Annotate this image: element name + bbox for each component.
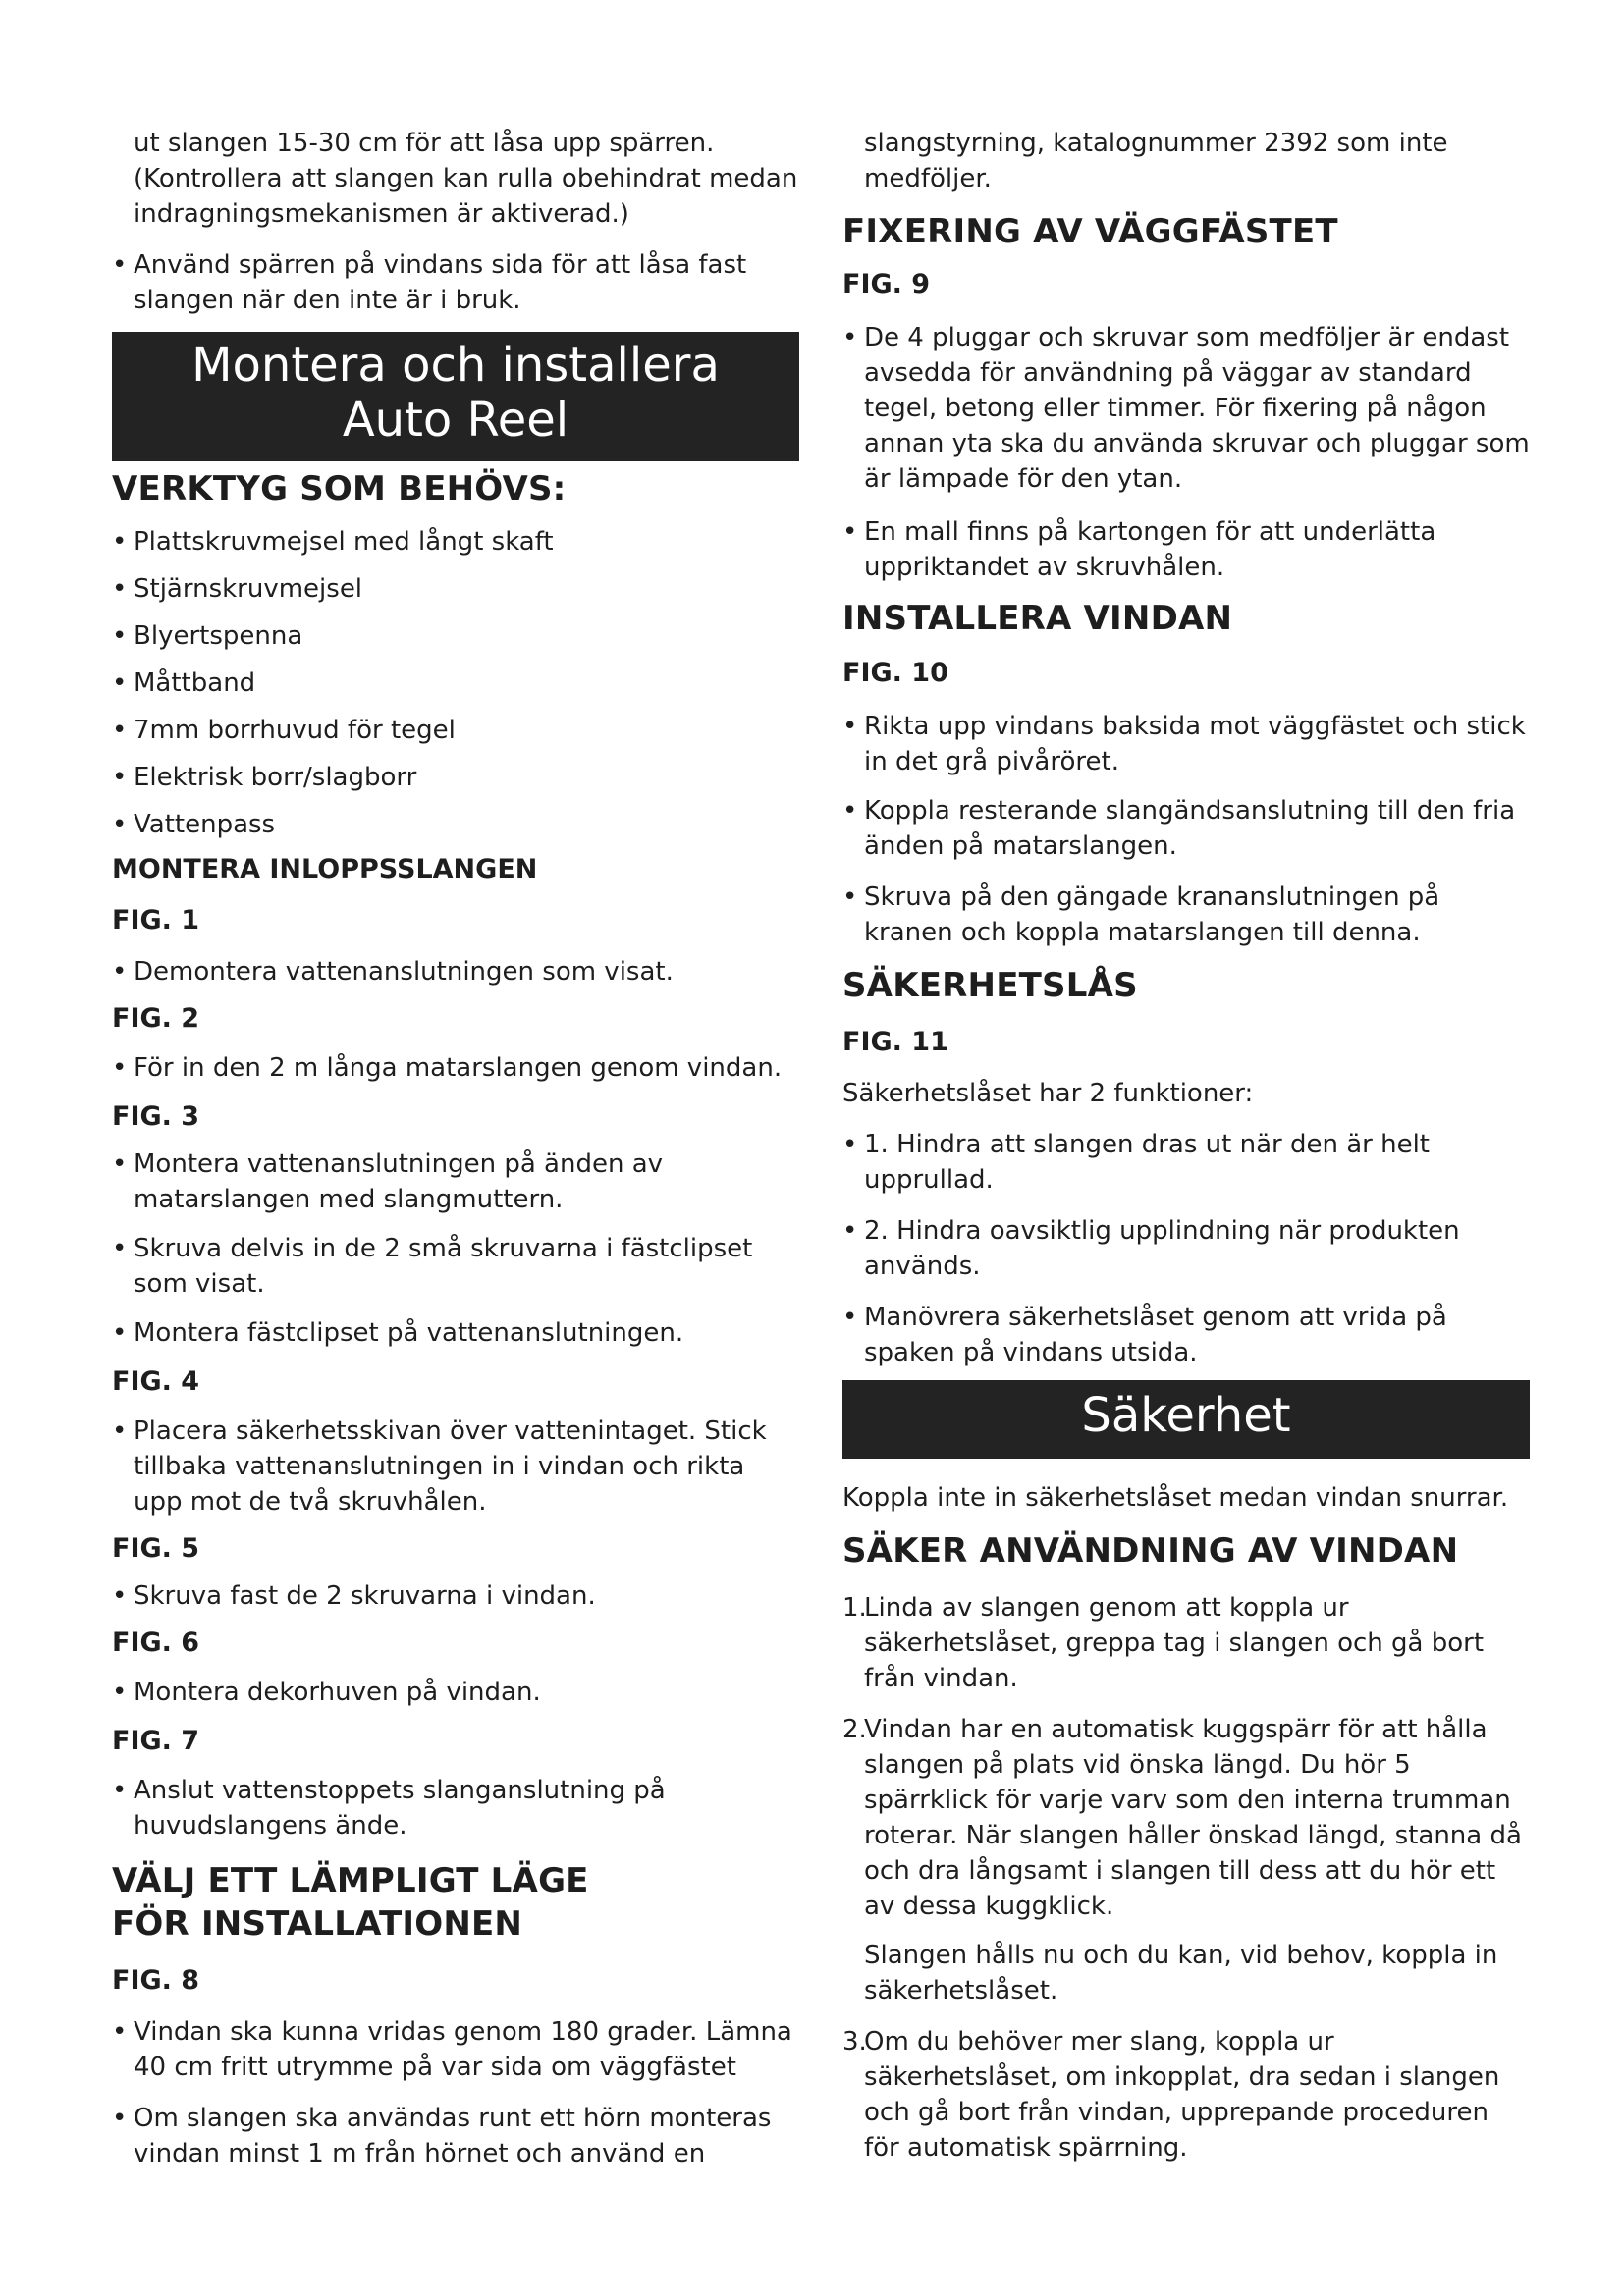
safe-use-heading: SÄKER ANVÄNDNING AV VINDAN xyxy=(842,1531,1459,1571)
location-heading: VÄLJ ETT LÄMPLIGT LÄGE FÖR INSTALLATIONEN xyxy=(112,1861,589,1944)
tool-item: • Blyertspenna xyxy=(112,618,799,654)
bullet-icon: • xyxy=(112,957,128,987)
fig-10-bullet-3: • Skruva på den gängade krananslutningen på kranen och koppla matarslangen till denna. xyxy=(842,880,1530,950)
bullet-icon: • xyxy=(112,1234,128,1263)
fig-6-bullet: • Montera dekorhuven på vindan. xyxy=(112,1675,799,1710)
fig-2-bullet: • För in den 2 m långa matarslangen genom vindan. xyxy=(112,1050,799,1086)
fig-1-bullet: • Demontera vattenanslutningen som visat. xyxy=(112,954,799,989)
fig-3-label: FIG. 3 xyxy=(112,1101,200,1132)
fig-11-bullet-3: • Manövrera säkerhetslåset genom att vrida på spaken på vindans utsida. xyxy=(842,1300,1530,1370)
tool-item: • Elektrisk borr/slagborr xyxy=(112,760,799,795)
step-2: 2. Vindan har en automatisk kuggspärr för att hålla slangen på plats vid önska längd. Du hör 5 spärrklick för varje varv som den interna trumman roterar. När slangen håller önskad längd, stanna då och dra långsamt i slangen till dess att du hör ett av dessa kuggklick. xyxy=(842,1712,1530,1924)
fig-10-bullet-1: • Rikta upp vindans baksida mot väggfästet och stick in det grå pivåröret. xyxy=(842,709,1530,779)
fig-11-bullet-2: • 2. Hindra oavsiktlig upplindning när produkten används. xyxy=(842,1213,1530,1284)
bullet-icon: • xyxy=(842,1130,858,1159)
fig-9-bullet-1: • De 4 pluggar och skruvar som medföljer är endast avsedda för användning på väggar av standard tegel, betong eller timmer. För fixering på någon annan yta ska du använda skruvar och pluggar som är lämpade för den ytan. xyxy=(842,320,1530,497)
bullet-icon: • xyxy=(112,810,128,839)
step-1-number: 1. xyxy=(842,1593,867,1623)
tool-item: • Vattenpass xyxy=(112,807,799,842)
bullet-icon: • xyxy=(842,796,858,826)
bullet-icon: • xyxy=(112,716,128,745)
fig-7-label: FIG. 7 xyxy=(112,1726,200,1756)
fig-3-bullet-1: • Montera vattenanslutningen på änden av matarslangen med slangmuttern. xyxy=(112,1147,799,1217)
bullet-icon: • xyxy=(112,621,128,651)
continued-paragraph: slangstyrning, katalognummer 2392 som inte medföljer. xyxy=(864,129,1448,193)
fig-9-label: FIG. 9 xyxy=(842,269,931,299)
tool-item: • Plattskruvmejsel med långt skaft xyxy=(112,524,799,560)
intro-paragraph: ut slangen 15-30 cm för att låsa upp spärren. (Kontrollera att slangen kan rulla obehindrat medan indragningsmekanismen är aktiverad.) xyxy=(134,129,798,229)
fig-2-label: FIG. 2 xyxy=(112,1003,200,1034)
step-3-number: 3. xyxy=(842,2027,867,2056)
bullet-icon: • xyxy=(112,1581,128,1611)
intro-bullet: • Använd spärren på vindans sida för att låsa fast slangen när den inte är i bruk. xyxy=(112,247,799,318)
lock-heading: SÄKERHETSLÅS xyxy=(842,966,1138,1005)
fig-8-bullet-2: • Om slangen ska användas runt ett hörn monteras vindan minst 1 m från hörnet och använd en xyxy=(112,2101,799,2171)
step-1: 1. Linda av slangen genom att koppla ur säkerhetslåset, greppa tag i slangen och gå bort från vindan. xyxy=(842,1590,1530,1696)
step-3: 3. Om du behöver mer slang, koppla ur säkerhetslåset, om inkopplat, dra sedan i slangen och gå bort från vindan, upprepande proceduren för automatisk spärrning. xyxy=(842,2024,1530,2165)
bullet-icon: • xyxy=(112,250,128,280)
tools-heading: VERKTYG SOM BEHÖVS: xyxy=(112,469,567,508)
fig-1-label: FIG. 1 xyxy=(112,905,200,935)
bullet-icon: • xyxy=(112,1053,128,1083)
bullet-icon: • xyxy=(112,1149,128,1179)
inlet-heading: MONTERA INLOPPSSLANGEN xyxy=(112,854,538,884)
bullet-icon: • xyxy=(112,1318,128,1348)
bullet-icon: • xyxy=(112,1416,128,1446)
bullet-icon: • xyxy=(112,763,128,792)
bullet-icon: • xyxy=(112,2017,128,2047)
bracket-heading: FIXERING AV VÄGGFÄSTET xyxy=(842,212,1338,251)
fig-8-label: FIG. 8 xyxy=(112,1965,200,1996)
banner-line-1: Montera och installera xyxy=(191,338,720,393)
bullet-icon: • xyxy=(112,1776,128,1805)
tool-item: • Stjärnskruvmejsel xyxy=(112,571,799,607)
fig-11-label: FIG. 11 xyxy=(842,1027,948,1057)
section-banner-safety: Säkerhet xyxy=(842,1380,1530,1459)
bullet-icon: • xyxy=(112,2104,128,2133)
fig-10-label: FIG. 10 xyxy=(842,658,948,688)
tool-item: • 7mm borrhuvud för tegel xyxy=(112,713,799,748)
bullet-icon: • xyxy=(842,882,858,912)
fig-7-bullet: • Anslut vattenstoppets slanganslutning på huvudslangens ände. xyxy=(112,1773,799,1843)
bullet-icon: • xyxy=(842,712,858,741)
fig-4-bullet: • Placera säkerhetsskivan över vattenintaget. Stick tillbaka vattenanslutningen in i vindan och rikta upp mot de två skruvhålen. xyxy=(112,1414,799,1520)
step-2-number: 2. xyxy=(842,1715,867,1744)
fig-11-bullet-1: • 1. Hindra att slangen dras ut när den är helt upprullad. xyxy=(842,1127,1530,1198)
tool-item: • Måttband xyxy=(112,666,799,701)
safety-note: Koppla inte in säkerhetslåset medan vindan snurrar. xyxy=(842,1483,1509,1513)
section-banner-install xyxy=(112,332,799,461)
bullet-icon: • xyxy=(112,668,128,698)
hold-paragraph: Slangen hålls nu och du kan, vid behov, koppla in säkerhetslåset. xyxy=(864,1941,1498,2005)
bullet-icon: • xyxy=(842,1216,858,1246)
bullet-icon: • xyxy=(112,1678,128,1707)
bullet-icon: • xyxy=(842,1303,858,1332)
fig-5-bullet: • Skruva fast de 2 skruvarna i vindan. xyxy=(112,1578,799,1614)
install-heading: INSTALLERA VINDAN xyxy=(842,599,1233,638)
bullet-icon: • xyxy=(112,527,128,557)
bullet-icon: • xyxy=(842,323,858,352)
fig-3-bullet-2: • Skruva delvis in de 2 små skruvarna i fästclipset som visat. xyxy=(112,1231,799,1302)
bullet-icon: • xyxy=(112,574,128,604)
fig-6-label: FIG. 6 xyxy=(112,1628,200,1658)
fig-3-bullet-3: • Montera fästclipset på vattenanslutningen. xyxy=(112,1315,799,1351)
fig-5-label: FIG. 5 xyxy=(112,1533,200,1564)
bullet-icon: • xyxy=(842,517,858,547)
fig-8-bullet-1: • Vindan ska kunna vridas genom 180 grader. Lämna 40 cm fritt utrymme på var sida om väggfästet xyxy=(112,2014,799,2085)
fig-11-intro: Säkerhetslåset har 2 funktioner: xyxy=(842,1079,1254,1108)
fig-9-bullet-2: • En mall finns på kartongen för att underlätta uppriktandet av skruvhålen. xyxy=(842,514,1530,585)
fig-10-bullet-2: • Koppla resterande slangändsanslutning till den fria änden på matarslangen. xyxy=(842,793,1530,864)
fig-4-label: FIG. 4 xyxy=(112,1366,200,1397)
banner-line-2: Auto Reel xyxy=(342,393,569,448)
